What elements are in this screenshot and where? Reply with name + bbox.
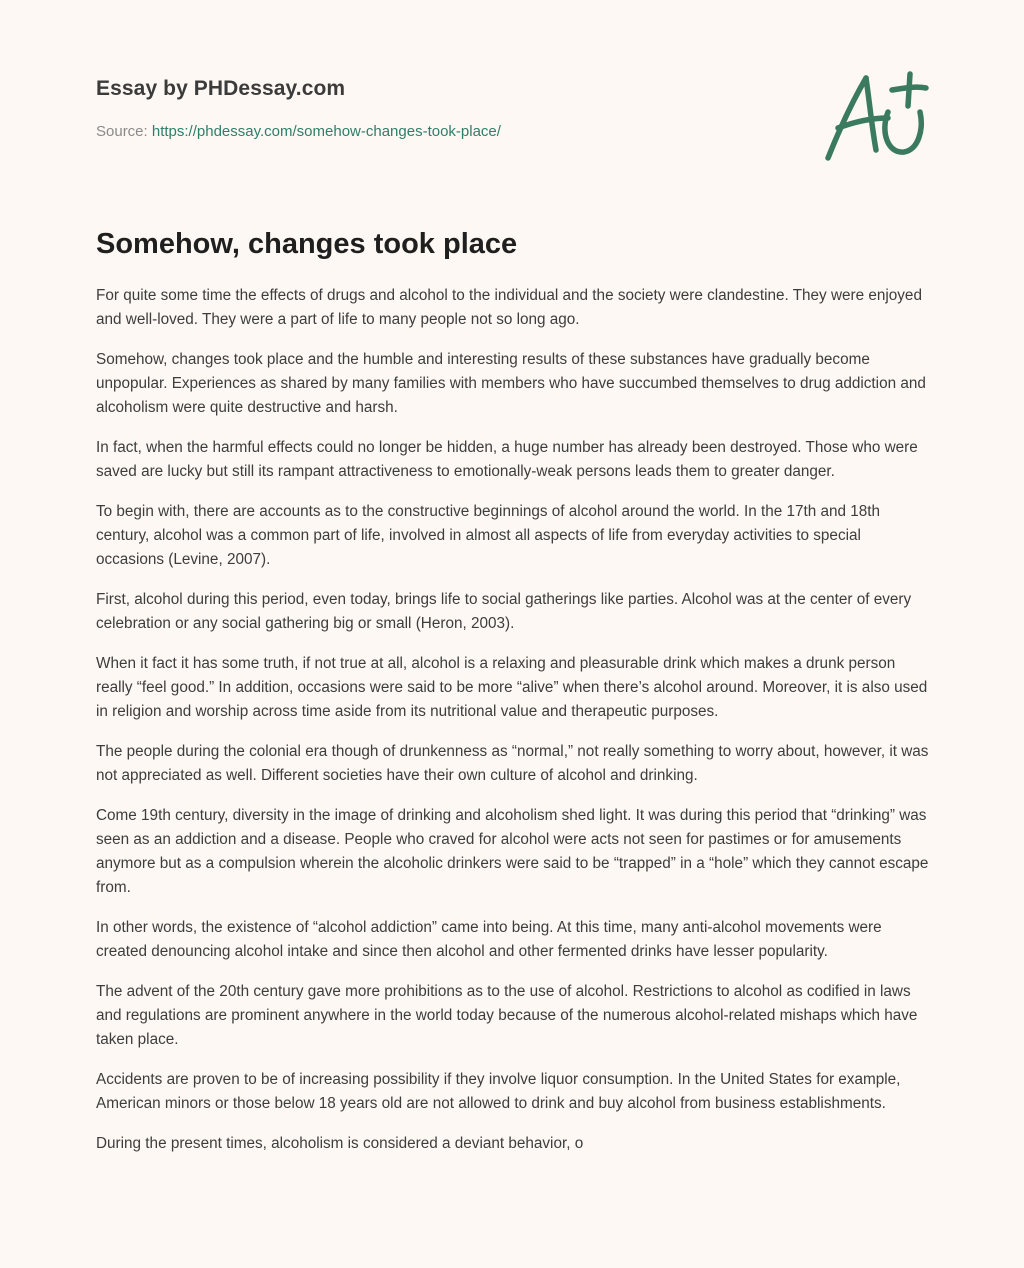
paragraph: Come 19th century, diversity in the image of drinking and alcoholism shed light. It was during this period that “drinking” was seen as an addiction and a disease. People who craved for alcohol were acts not seen for pastimes or for amusements anymore but as a compulsion wherein the alcoholic drinkers were said to be “trapped” in a “hole” which they cannot escape from.	[96, 807, 929, 896]
paragraph: Accidents are proven to be of increasing possibility if they involve liquor consumption. In the United States for example, American minors or those below 18 years old are not allowed to drink and buy alcohol from business establishments.	[96, 1071, 901, 1112]
source-label: Source:	[96, 123, 148, 140]
paragraph: In fact, when the harmful effects could no longer be hidden, a huge number has already been destroyed. Those who were saved are lucky but still its rampant attractiveness to emotionally-weak persons leads them to greater danger.	[96, 439, 918, 480]
brand-title: Essay by PHDessay.com	[96, 77, 346, 100]
paragraph: The advent of the 20th century gave more prohibitions as to the use of alcohol. Restrictions to alcohol as codified in laws and regulations are prominent anywhere in the world today because of the numerous alcohol-related mishaps which have taken place.	[96, 983, 918, 1048]
paragraph: In other words, the existence of “alcohol addiction” came into being. At this time, many anti-alcohol movements were created denouncing alcohol intake and since then alcohol and other fermented drinks have lesser popularity.	[96, 919, 882, 960]
paragraph: The people during the colonial era though of drunkenness as “normal,” not really something to worry about, however, it was not appreciated as well. Different societies have their own culture of alcohol and drinking.	[96, 743, 929, 784]
source-link[interactable]: https://phdessay.com/somehow-changes-took-place/	[151, 123, 501, 140]
paragraph: During the present times, alcoholism is considered a deviant behavior, o	[96, 1135, 584, 1152]
article-title: Somehow, changes took place	[96, 228, 518, 260]
paragraph: Somehow, changes took place and the humble and interesting results of these substances have gradually become unpopular. Experiences as shared by many families with members who have succumbed themselves to drug addiction and alcoholism were quite destructive and harsh.	[96, 351, 926, 416]
paragraph: For quite some time the effects of drugs and alcohol to the individual and the society were clandestine. They were enjoyed and well-loved. They were a part of life to many people not so long ago.	[96, 287, 922, 328]
article-body	[96, 284, 932, 1172]
paragraph: First, alcohol during this period, even today, brings life to social gatherings like parties. Alcohol was at the center of every celebration or any social gathering big or small (Heron, 2003).	[96, 591, 912, 632]
paragraph: When it fact it has some truth, if not true at all, alcohol is a relaxing and pleasurable drink which makes a drunk person really “feel good.” In addition, occasions were said to be more “alive” when there’s alcohol around. Moreover, it is also used in religion and worship across time aside from its nutritional value and therapeutic purposes.	[96, 655, 928, 720]
source-line	[96, 122, 696, 142]
a-plus-logo-icon	[818, 66, 934, 170]
paragraph: To begin with, there are accounts as to the constructive beginnings of alcohol around the world. In the 17th and 18th century, alcohol was a common part of life, involved in almost all aspects of life from everyday activities to special occasions (Levine, 2007).	[96, 503, 881, 568]
document-header	[96, 74, 696, 142]
